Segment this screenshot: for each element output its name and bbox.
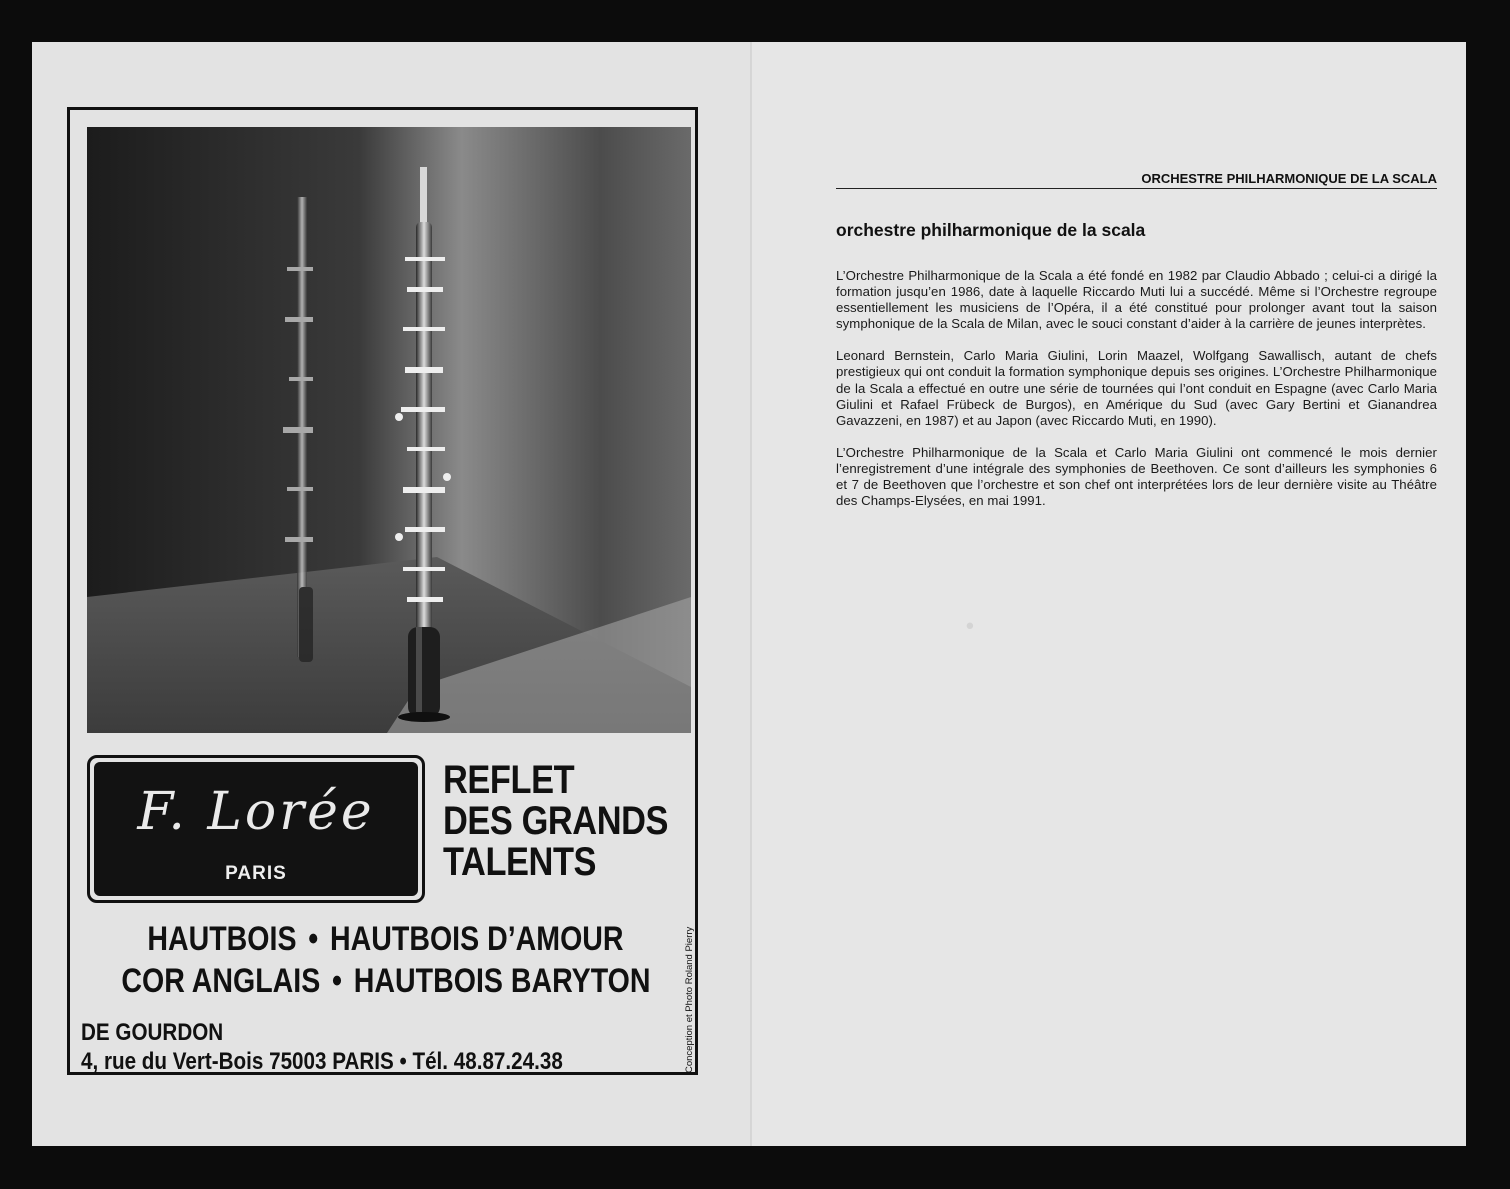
running-header: ORCHESTRE PHILHARMONIQUE DE LA SCALA [836,171,1437,189]
oboe-photograph [87,127,691,733]
article-paragraph: Leonard Bernstein, Carlo Maria Giulini, Lorin Maazel, Wolfgang Sawallisch, autant de chefs prestigieux qui ont conduit la formation symphonique depuis ses origines. L’Orchestre Philharmonique de la Scala a effectué en outre une série de tournées qui l’ont conduit en Espagne (avec Carlo Maria Giulini et Rafael Frübeck de Burgos), en Amérique du Sud (avec Gary Bertini et Gianandrea Gavazzeni, en 1987) et au Japon (avec Riccardo Muti, en 1990). [836,348,1437,428]
article-paragraph: L’Orchestre Philharmonique de la Scala a été fondé en 1982 par Claudio Abbado ; celui-ci a dirigé la formation jusqu’en 1986, date à laquelle Riccardo Muti lui a succédé. Même si l’Orchestre regroupe essentiellement les musiciens de l’Opéra, il a été constitué pour prolonger avant tout la saison symphonique de la Scala de Milan, avec le souci constant d’aider à la carrière de jeunes interprètes. [836,268,1437,332]
slogan-line: DES GRANDS [443,799,669,843]
photo-credit: Conception et Photo Roland Pierry [684,926,695,1073]
brand-logo [87,755,425,903]
brand-city: PARIS [225,863,287,884]
article-paragraph: L’Orchestre Philharmonique de la Scala et Carlo Maria Giulini ont commencé le mois dernier l’enregistrement d’une intégrale des symphonies de Beethoven. Ce sont d’ailleurs les symphonies 6 et 7 de Beethoven que l’orchestre et son chef ont interprétées lors de leur dernière visite au Théâtre des Champs-Elysées, en mai 1991. [836,444,1437,509]
slogan-line: TALENTS [443,840,597,884]
dealer-address [81,1018,641,1076]
right-page [752,42,1466,1146]
dealer-street-phone: 4, rue du Vert-Bois 75003 PARIS • Tél. 48.87.24.38 [81,1048,563,1075]
dealer-name: DE GOURDON [81,1019,224,1046]
bleed-through-decoration: · [962,597,1012,655]
product-list-row [70,962,701,1001]
bullet-separator: • [331,962,342,1000]
bullet-separator: • [308,920,319,958]
left-page [32,42,750,1146]
product-item: COR ANGLAIS [120,962,320,1000]
product-item: HAUTBOIS BARYTON [353,962,651,1000]
advertisement [67,107,698,1075]
slogan-line: REFLET [443,758,575,802]
product-item: HAUTBOIS D’AMOUR [330,920,624,958]
oboe-illustration [87,127,691,733]
product-list-row [70,920,701,959]
brand-name: F. Lorée [137,782,375,842]
article-body [836,268,1437,525]
ad-slogan [443,760,705,883]
article-heading: orchestre philharmonique de la scala [836,220,1146,240]
product-item: HAUTBOIS [147,920,297,958]
